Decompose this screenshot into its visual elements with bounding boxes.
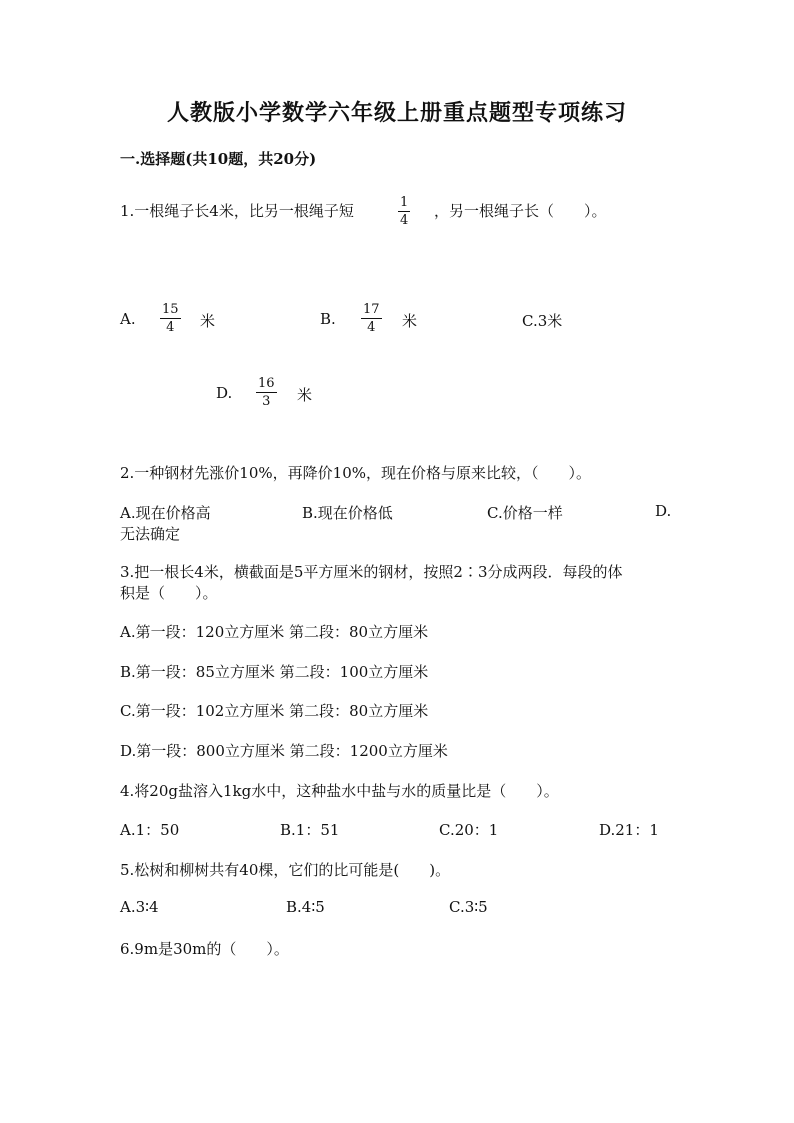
question-4-option-b: B.1：51 <box>280 821 340 839</box>
question-1-option-a-label: A. <box>120 310 136 328</box>
fraction-denominator: 4 <box>367 320 376 335</box>
question-1-option-d-unit: 米 <box>297 386 313 404</box>
question-1-stem-part2: ，另一根绳子长（ ）。 <box>434 202 607 220</box>
fraction-numerator: 1 <box>400 195 409 210</box>
fraction-numerator: 15 <box>162 302 179 317</box>
question-2-option-a: A.现在价格高 <box>120 504 211 522</box>
question-3-option-c: C.第一段：102立方厘米 第二段：80立方厘米 <box>120 702 429 720</box>
fraction-numerator: 16 <box>258 376 275 391</box>
question-1-option-b-unit: 米 <box>402 312 418 330</box>
question-5-option-b: B.4∶5 <box>286 898 325 916</box>
fraction-numerator: 17 <box>363 302 380 317</box>
question-3-stem-line1: 3.把一根长4米，横截面是5平方厘米的钢材，按照2∶3分成两段．每段的体 <box>120 563 623 581</box>
question-2-option-c: C.价格一样 <box>487 504 563 522</box>
question-3-option-b: B.第一段：85立方厘米 第二段：100立方厘米 <box>120 663 429 681</box>
section-heading: 一.选择题(共10题，共20分) <box>120 150 317 168</box>
question-1-option-a-fraction <box>160 303 181 334</box>
question-4-stem: 4.将20g盐溶入1kg水中，这种盐水中盐与水的质量比是（ ）。 <box>120 782 559 800</box>
question-1-option-b-fraction <box>361 303 382 334</box>
question-6-stem: 6.9m是30m的（ ）。 <box>120 940 289 958</box>
question-4-option-d: D.21：1 <box>599 821 659 839</box>
fraction-denominator: 3 <box>262 394 271 409</box>
question-5-stem: 5.松树和柳树共有40棵，它们的比可能是( )。 <box>120 861 451 879</box>
question-2-option-b: B.现在价格低 <box>302 504 393 522</box>
question-5-option-a: A.3∶4 <box>120 898 159 916</box>
question-1-option-a-unit: 米 <box>200 312 216 330</box>
question-3-stem-line2: 积是（ ）。 <box>120 584 218 602</box>
question-1-fraction <box>398 196 410 227</box>
question-1-option-d-fraction <box>256 377 277 408</box>
fraction-denominator: 4 <box>166 320 175 335</box>
question-1-stem-part1: 1.一根绳子长4米，比另一根绳子短 <box>120 202 354 220</box>
question-1-option-d-label: D. <box>216 384 233 402</box>
question-4-option-a: A.1：50 <box>120 821 180 839</box>
question-2-stem: 2.一种钢材先涨价10%，再降价10%，现在价格与原来比较，（ ）。 <box>120 464 591 482</box>
question-2-option-d-label: D. <box>655 502 672 520</box>
fraction-denominator: 4 <box>400 213 409 228</box>
question-5-option-c: C.3∶5 <box>449 898 488 916</box>
question-3-option-d: D.第一段：800立方厘米 第二段：1200立方厘米 <box>120 742 448 760</box>
question-1-option-c: C.3米 <box>522 312 563 330</box>
question-4-option-c: C.20：1 <box>439 821 499 839</box>
question-2-option-d-text: 无法确定 <box>120 525 181 543</box>
question-1-option-b-label: B. <box>320 310 336 328</box>
page-title: 人教版小学数学六年级上册重点题型专项练习 <box>166 100 627 126</box>
question-3-option-a: A.第一段：120立方厘米 第二段：80立方厘米 <box>120 623 429 641</box>
